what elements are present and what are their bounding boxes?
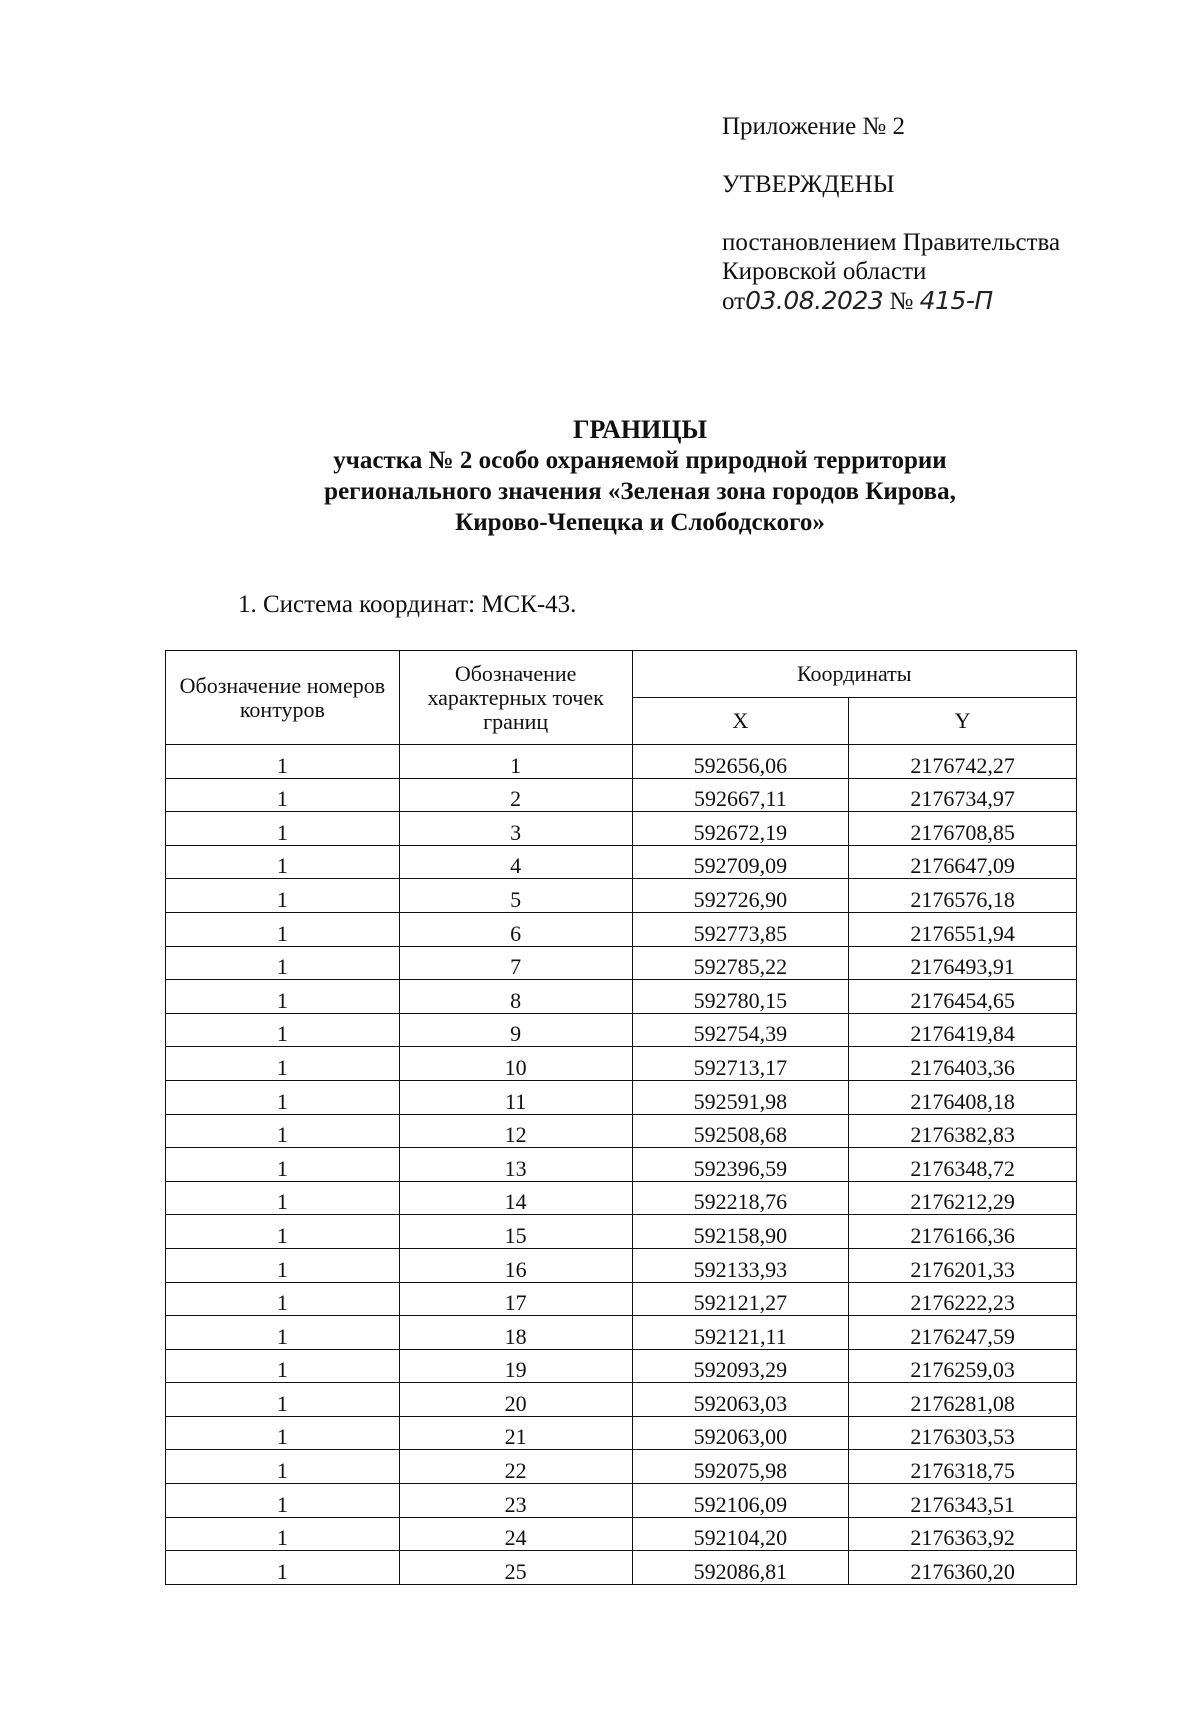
cell-contour: 1 — [166, 1148, 400, 1182]
boundary-coordinates-table — [165, 650, 1077, 1585]
cell-y: 2176281,08 — [849, 1383, 1077, 1417]
table-row — [166, 1551, 1077, 1585]
cell-x: 592773,85 — [632, 912, 849, 946]
cell-x: 592667,11 — [632, 778, 849, 812]
table-row — [166, 1450, 1077, 1484]
cell-x: 592656,06 — [632, 745, 849, 779]
cell-y: 2176247,59 — [849, 1316, 1077, 1350]
cell-point: 8 — [399, 980, 632, 1014]
cell-y: 2176360,20 — [849, 1551, 1077, 1585]
table-row — [166, 1282, 1077, 1316]
cell-contour: 1 — [166, 912, 400, 946]
cell-contour: 1 — [166, 778, 400, 812]
table-row — [166, 1181, 1077, 1215]
cell-contour: 1 — [166, 1416, 400, 1450]
cell-point: 13 — [399, 1148, 632, 1182]
cell-contour: 1 — [166, 1383, 400, 1417]
table-row — [166, 1148, 1077, 1182]
handwritten-number: 415-П — [919, 286, 993, 315]
cell-point: 10 — [399, 1047, 632, 1081]
approved-by-line1: постановлением Правительства — [722, 229, 1061, 256]
header-x: X — [632, 698, 849, 745]
cell-point: 1 — [399, 745, 632, 779]
number-prefix: № — [889, 288, 914, 315]
cell-x: 592672,19 — [632, 812, 849, 846]
cell-point: 18 — [399, 1316, 632, 1350]
table-row — [166, 1080, 1077, 1114]
cell-x: 592158,90 — [632, 1215, 849, 1249]
cell-point: 23 — [399, 1484, 632, 1518]
table-row — [166, 1114, 1077, 1148]
cell-contour: 1 — [166, 946, 400, 980]
cell-point: 22 — [399, 1450, 632, 1484]
cell-contour: 1 — [166, 980, 400, 1014]
cell-contour: 1 — [166, 745, 400, 779]
document-title — [120, 414, 1160, 538]
cell-x: 592106,09 — [632, 1484, 849, 1518]
cell-point: 17 — [399, 1282, 632, 1316]
cell-y: 2176348,72 — [849, 1148, 1077, 1182]
cell-y: 2176222,23 — [849, 1282, 1077, 1316]
header-point: Обозначение характерных точек границ — [399, 651, 632, 745]
cell-y: 2176551,94 — [849, 912, 1077, 946]
cell-point: 6 — [399, 912, 632, 946]
header-y: Y — [849, 698, 1077, 745]
cell-x: 592726,90 — [632, 879, 849, 913]
appendix-label: Приложение № 2 — [722, 113, 906, 140]
cell-y: 2176382,83 — [849, 1114, 1077, 1148]
approved-label: УТВЕРЖДЕНЫ — [722, 171, 895, 198]
table-row — [166, 1316, 1077, 1350]
cell-point: 19 — [399, 1349, 632, 1383]
title-line-4: Кирово-Чепецка и Слободского» — [455, 509, 825, 536]
table-row — [166, 1383, 1077, 1417]
cell-x: 592133,93 — [632, 1248, 849, 1282]
cell-point: 5 — [399, 879, 632, 913]
table-row — [166, 980, 1077, 1014]
cell-point: 21 — [399, 1416, 632, 1450]
table-row — [166, 1013, 1077, 1047]
approval-block — [722, 112, 1162, 316]
handwritten-date: 03.08.2023 — [745, 286, 884, 315]
cell-x: 592063,00 — [632, 1416, 849, 1450]
cell-contour: 1 — [166, 1114, 400, 1148]
cell-contour: 1 — [166, 1215, 400, 1249]
cell-contour: 1 — [166, 1450, 400, 1484]
cell-x: 592121,11 — [632, 1316, 849, 1350]
from-prefix: от — [722, 288, 746, 315]
table-row — [166, 879, 1077, 913]
approved-by-line2: Кировской области — [722, 258, 927, 285]
cell-y: 2176647,09 — [849, 845, 1077, 879]
cell-x: 592063,03 — [632, 1383, 849, 1417]
cell-contour: 1 — [166, 1316, 400, 1350]
cell-contour: 1 — [166, 1181, 400, 1215]
table-row — [166, 1349, 1077, 1383]
table-row — [166, 845, 1077, 879]
cell-x: 592218,76 — [632, 1181, 849, 1215]
table-row — [166, 946, 1077, 980]
decree-date-line — [722, 286, 1162, 316]
cell-point: 15 — [399, 1215, 632, 1249]
table-body — [166, 745, 1077, 1585]
cell-y: 2176212,29 — [849, 1181, 1077, 1215]
cell-x: 592086,81 — [632, 1551, 849, 1585]
table-row — [166, 778, 1077, 812]
cell-point: 16 — [399, 1248, 632, 1282]
table-row — [166, 745, 1077, 779]
cell-point: 9 — [399, 1013, 632, 1047]
cell-contour: 1 — [166, 1013, 400, 1047]
cell-point: 2 — [399, 778, 632, 812]
cell-x: 592508,68 — [632, 1114, 849, 1148]
cell-contour: 1 — [166, 1517, 400, 1551]
cell-contour: 1 — [166, 812, 400, 846]
cell-y: 2176742,27 — [849, 745, 1077, 779]
cell-x: 592075,98 — [632, 1450, 849, 1484]
cell-y: 2176576,18 — [849, 879, 1077, 913]
cell-contour: 1 — [166, 1282, 400, 1316]
cell-y: 2176343,51 — [849, 1484, 1077, 1518]
header-contour: Обозначение номеров контуров — [166, 651, 400, 745]
title-line-2: участка № 2 особо охраняемой природной территории — [333, 447, 947, 474]
table-row — [166, 1517, 1077, 1551]
cell-x: 592121,27 — [632, 1282, 849, 1316]
cell-contour: 1 — [166, 1248, 400, 1282]
cell-y: 2176493,91 — [849, 946, 1077, 980]
table-row — [166, 1416, 1077, 1450]
cell-point: 4 — [399, 845, 632, 879]
cell-y: 2176454,65 — [849, 980, 1077, 1014]
cell-x: 592713,17 — [632, 1047, 849, 1081]
table-row — [166, 1215, 1077, 1249]
cell-point: 11 — [399, 1080, 632, 1114]
table-row — [166, 812, 1077, 846]
cell-x: 592709,09 — [632, 845, 849, 879]
cell-y: 2176734,97 — [849, 778, 1077, 812]
cell-contour: 1 — [166, 1349, 400, 1383]
cell-contour: 1 — [166, 1080, 400, 1114]
cell-x: 592104,20 — [632, 1517, 849, 1551]
cell-y: 2176259,03 — [849, 1349, 1077, 1383]
table-row — [166, 1047, 1077, 1081]
cell-y: 2176419,84 — [849, 1013, 1077, 1047]
table-row — [166, 1248, 1077, 1282]
cell-y: 2176408,18 — [849, 1080, 1077, 1114]
cell-x: 592093,29 — [632, 1349, 849, 1383]
cell-point: 3 — [399, 812, 632, 846]
cell-contour: 1 — [166, 879, 400, 913]
cell-x: 592780,15 — [632, 980, 849, 1014]
table-row — [166, 912, 1077, 946]
cell-contour: 1 — [166, 1047, 400, 1081]
cell-x: 592785,22 — [632, 946, 849, 980]
header-coordinates: Координаты — [632, 651, 1077, 698]
title-line-1: ГРАНИЦЫ — [572, 415, 708, 444]
table-row — [166, 1484, 1077, 1518]
section-coordinate-system: 1. Система координат: МСК-43. — [238, 591, 577, 618]
cell-contour: 1 — [166, 1551, 400, 1585]
cell-point: 12 — [399, 1114, 632, 1148]
cell-y: 2176318,75 — [849, 1450, 1077, 1484]
cell-y: 2176403,36 — [849, 1047, 1077, 1081]
title-line-3: регионального значения «Зеленая зона городов Кирова, — [324, 478, 956, 505]
cell-contour: 1 — [166, 845, 400, 879]
cell-x: 592591,98 — [632, 1080, 849, 1114]
cell-x: 592754,39 — [632, 1013, 849, 1047]
cell-y: 2176708,85 — [849, 812, 1077, 846]
cell-y: 2176303,53 — [849, 1416, 1077, 1450]
cell-contour: 1 — [166, 1484, 400, 1518]
cell-y: 2176166,36 — [849, 1215, 1077, 1249]
cell-point: 14 — [399, 1181, 632, 1215]
cell-y: 2176363,92 — [849, 1517, 1077, 1551]
cell-y: 2176201,33 — [849, 1248, 1077, 1282]
cell-point: 25 — [399, 1551, 632, 1585]
cell-point: 24 — [399, 1517, 632, 1551]
cell-point: 20 — [399, 1383, 632, 1417]
cell-x: 592396,59 — [632, 1148, 849, 1182]
cell-point: 7 — [399, 946, 632, 980]
